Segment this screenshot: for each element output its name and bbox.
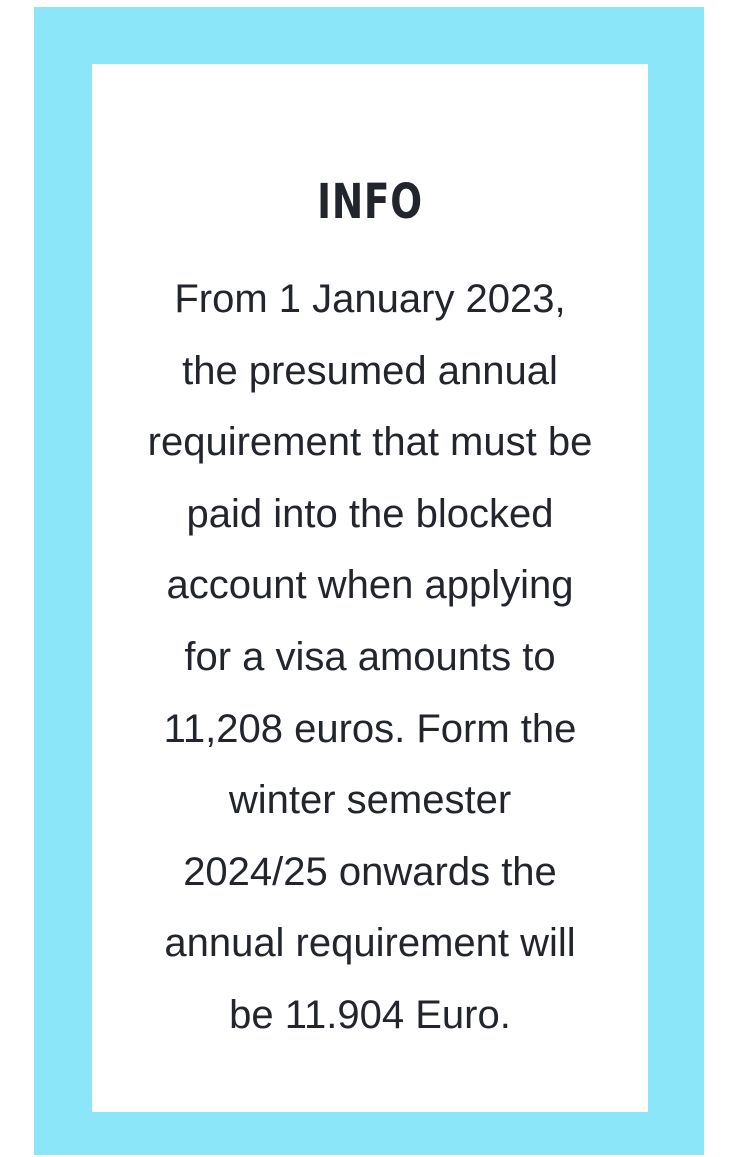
- info-box-frame: [34, 7, 704, 1155]
- info-heading: INFO: [317, 174, 423, 230]
- info-line: account when applying: [166, 563, 574, 608]
- info-line: paid into the blocked: [186, 491, 554, 536]
- info-line: the presumed annual: [182, 348, 558, 393]
- info-line: 11,208 euros. Form the: [163, 706, 577, 751]
- info-line: requirement that must be: [147, 420, 593, 465]
- info-line: be 11.904 Euro.: [229, 992, 511, 1037]
- info-line: From 1 January 2023,: [174, 277, 566, 321]
- info-line: for a visa amounts to: [184, 634, 556, 679]
- info-body: [92, 264, 648, 1052]
- info-line: winter semester: [228, 778, 512, 823]
- info-line: annual requirement will: [164, 921, 576, 966]
- info-line: 2024/25 onwards the: [183, 849, 557, 894]
- info-card: [92, 64, 648, 1112]
